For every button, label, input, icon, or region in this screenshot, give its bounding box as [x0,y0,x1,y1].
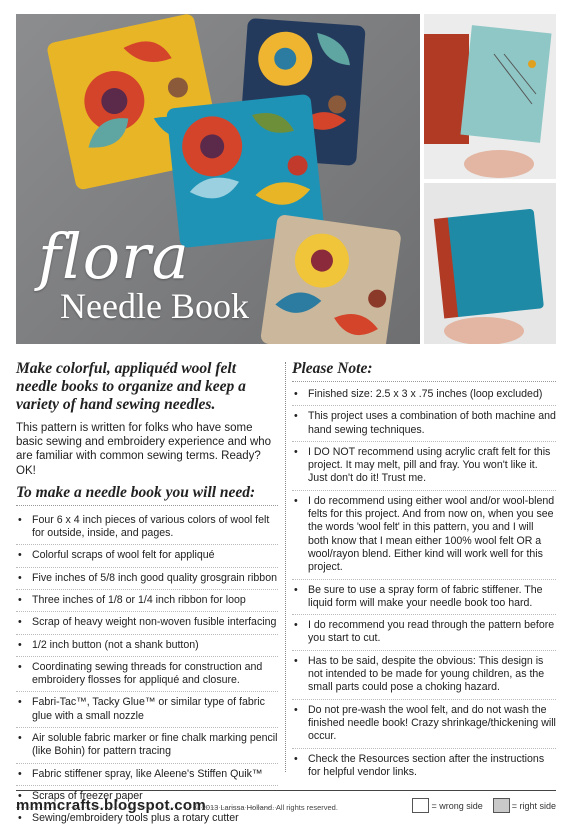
left-column [16,360,278,834]
side-legend [402,798,556,813]
closed-needle-book-photo [424,183,556,344]
materials-heading: To make a needle book you will need: [16,484,278,506]
list-item: • Be sure to use a spray form of fabric stiffener. The liquid form will make your needle book too hard. [292,584,556,616]
right-side-swatch [493,798,510,813]
closed-book-illustration [424,183,556,344]
list-item: • Fabri-Tac™, Tacky Glue™ or similar type of fabric glue with a small nozzle [16,696,278,728]
open-book-illustration [424,14,556,179]
title-flora: flora [38,220,190,293]
notes-heading: Please Note: [292,360,556,382]
brand-domain: blogspot.com [104,797,206,814]
list-item: • Four 6 x 4 inch pieces of various colors of wool felt for outside, inside, and pages. [16,514,278,546]
list-item: • Three inches of 1/8 or 1/4 inch ribbon for loop [16,594,278,612]
open-needle-book-photo [424,14,556,179]
intro-text: This pattern is written for folks who have some basic sewing and embroidery experience and who are familiar with common sewing terms. Ready? OK! [16,422,272,477]
list-item: • I do recommend you read through the pattern before you start to cut. [292,619,556,651]
list-item: • Do not pre-wash the wool felt, and do not wash the finished needle book! Crazy shrinkage/thickening will occur. [292,704,556,749]
list-item: • This project uses a combination of both machine and hand sewing techniques. [292,410,556,442]
list-item: • Coordinating sewing threads for construction and embroidery flosses for appliqué and closure. [16,661,278,693]
page-footer [16,790,556,819]
list-item: • Scrap of heavy weight non-woven fusible interfacing [16,616,278,634]
list-item: • I DO NOT recommend using acrylic craft felt for this project. It may melt, pill and fray. You won't like it. Just don't do it! Trust me. [292,446,556,491]
list-item: • Sewing/embroidery tools plus a rotary cutter [16,812,278,829]
list-item: • Air soluble fabric marker or fine chalk marking pencil (like Bohin) for pattern tracing [16,732,278,764]
hero-banner [16,14,556,344]
brand-name: mmmcrafts. [16,797,105,814]
title-needle-book: Needle Book [60,286,249,326]
list-item: • Five inches of 5/8 inch good quality grosgrain ribbon [16,572,278,590]
list-item: • Fabric stiffener spray, like Aleene's Stiffen Quik™ [16,768,278,786]
list-item: • Colorful scraps of wool felt for appliqué [16,549,278,567]
list-item: • I do recommend using either wool and/or wool-blend felts for this project. And from now on, when you see the words 'wool felt' in this pattern, you and I will both know that I mean either 100% wool felt OR a wool/rayon blend. Either kind will work well for this project. [292,495,556,580]
column-divider [285,362,286,772]
right-side-label: = right side [511,800,556,811]
needle-books-photo [16,14,420,344]
wrong-side-label: = wrong side [431,800,483,811]
list-item: • Finished size: 2.5 x 3 x .75 inches (loop excluded) [292,388,556,406]
list-item: • Check the Resources section after the instructions for helpful vendor links. [292,753,556,784]
materials-list [16,514,278,830]
title-block [38,220,249,326]
copyright-text: © 2013 Larissa Holland. All rights reserved. [194,803,338,812]
brand-url[interactable] [16,797,206,814]
list-item: • Has to be said, despite the obvious: This design is not intended to be made for young children, as the small parts could pose a choking hazard. [292,655,556,700]
wrong-side-swatch [412,798,429,813]
list-item: • Scraps of freezer paper [16,790,278,808]
list-item: • 1/2 inch button (not a shank button) [16,639,278,657]
notes-list [292,388,556,783]
right-column [292,360,556,787]
intro-heading: Make colorful, appliquéd wool felt needle books to organize and keep a variety of hand sewing needles. [16,360,246,413]
